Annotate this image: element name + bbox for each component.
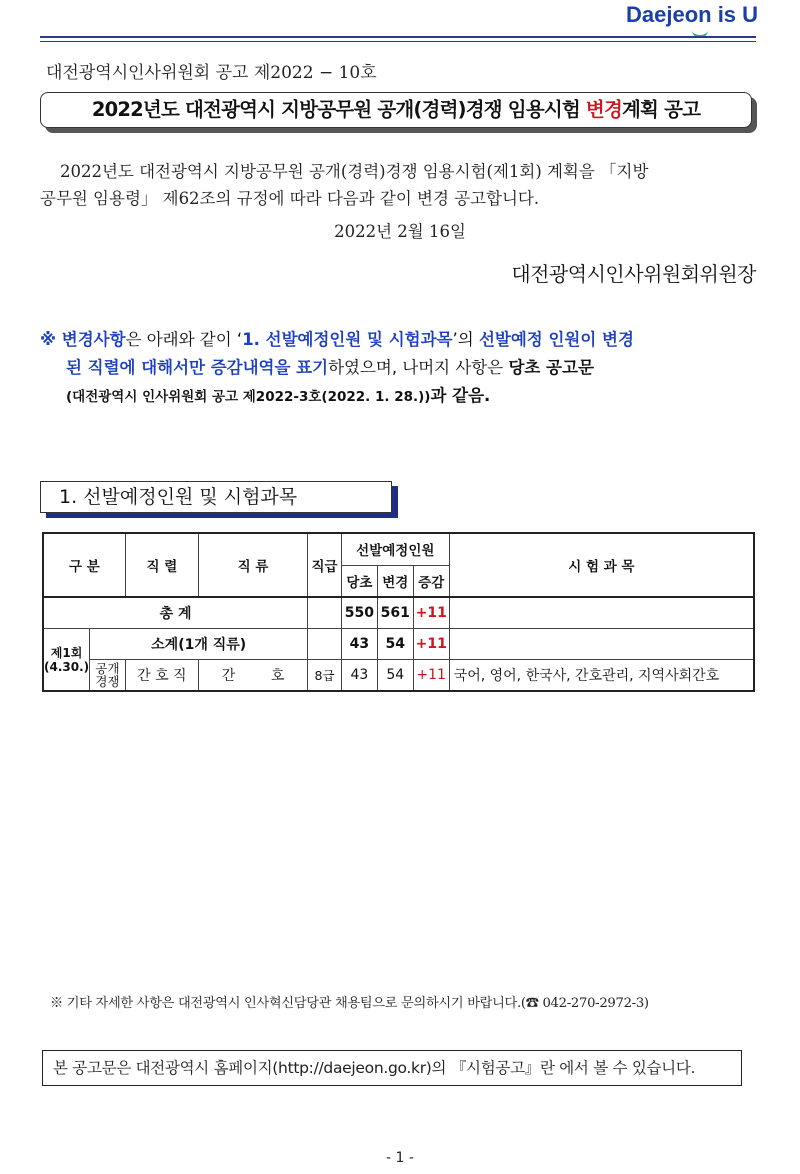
row-class: 간 호 bbox=[198, 660, 307, 692]
section-title-box bbox=[40, 481, 392, 513]
homepage-note-box bbox=[42, 1050, 742, 1086]
header-diff: 증감 bbox=[413, 565, 449, 597]
contact-footnote: ※ 기타 자세한 사항은 대전광역시 인사혁신담당관 채용팀으로 문의하시기 바랍니다.(☎ 042-270-2972-3) bbox=[50, 996, 649, 1011]
intro-line-2: 공무원 임용령」 제62조의 규정에 따라 다음과 같이 변경 공고합니다. bbox=[40, 189, 540, 208]
section-title: 1. 선발예정인원 및 시험과목 bbox=[59, 486, 298, 508]
header-subjects: 시 험 과 목 bbox=[449, 533, 754, 597]
header-changed: 변경 bbox=[377, 565, 413, 597]
total-label: 총 계 bbox=[43, 597, 308, 629]
homepage-note: 본 공고문은 대전광역시 홈페이지(http://daejeon.go.kr)의 『시험공고』란 에서 볼 수 있습니다. bbox=[53, 1059, 696, 1077]
table-row-total bbox=[43, 597, 754, 629]
round-label: 제1회 (4.30.) bbox=[43, 629, 90, 692]
exam-type: 공개 경쟁 bbox=[90, 660, 126, 692]
change-note-line-1: ※ 변경사항은 아래와 같이 ‘1. 선발예정인원 및 시험과목’의 선발예정 인원이 변경 bbox=[40, 330, 634, 349]
row-changed: 54 bbox=[377, 660, 413, 692]
row-orig: 43 bbox=[341, 660, 377, 692]
change-note-line-3: (대전광역시 인사위원회 공고 제2022-3호(2022. 1. 28.))과 같음. bbox=[66, 386, 491, 405]
subtotal-changed: 54 bbox=[377, 629, 413, 660]
header-rule-thin bbox=[40, 41, 756, 42]
header-rule bbox=[40, 36, 756, 38]
page-title: 2022년도 대전광역시 지방공무원 공개(경력)경쟁 임용시험 변경계획 공고 bbox=[91, 98, 701, 121]
notice-number: 대전광역시인사위원회 공고 제2022 − 10호 bbox=[46, 63, 377, 83]
quota-table bbox=[42, 532, 755, 692]
page-number: - 1 - bbox=[386, 1150, 414, 1166]
signer: 대전광역시인사위원회위원장 bbox=[511, 262, 756, 286]
row-diff: +11 bbox=[413, 660, 449, 692]
notice-date: 2022년 2월 16일 bbox=[334, 222, 466, 241]
table-row-subtotal bbox=[43, 629, 754, 660]
change-note-line-2: 된 직렬에 대해서만 증감내역을 표기하였으며, 나머지 사항은 당초 공고문 bbox=[66, 358, 594, 377]
header-grade: 직급 bbox=[308, 533, 342, 597]
header-class: 직 류 bbox=[198, 533, 307, 597]
row-series: 간 호 직 bbox=[125, 660, 198, 692]
header-series: 직 렬 bbox=[125, 533, 198, 597]
header-orig: 당초 bbox=[341, 565, 377, 597]
subtotal-label: 소계(1개 직류) bbox=[90, 629, 308, 660]
row-grade: 8급 bbox=[308, 660, 342, 692]
total-diff: +11 bbox=[413, 597, 449, 629]
title-box bbox=[40, 92, 752, 128]
subtotal-grade bbox=[308, 629, 342, 660]
change-note bbox=[40, 326, 756, 411]
table-row bbox=[43, 660, 754, 692]
total-grade bbox=[308, 597, 342, 629]
total-subjects bbox=[449, 597, 754, 629]
intro-paragraph bbox=[40, 158, 756, 212]
header-quota: 선발예정인원 bbox=[341, 533, 449, 565]
header-category: 구 분 bbox=[43, 533, 125, 597]
row-subjects: 국어, 영어, 한국사, 간호관리, 지역사회간호 bbox=[449, 660, 754, 692]
total-orig: 550 bbox=[341, 597, 377, 629]
total-changed: 561 bbox=[377, 597, 413, 629]
intro-line-1: 2022년도 대전광역시 지방공무원 공개(경력)경쟁 임용시험(제1회) 계획을 「지방 bbox=[60, 162, 649, 181]
subtotal-diff: +11 bbox=[413, 629, 449, 660]
subtotal-orig: 43 bbox=[341, 629, 377, 660]
subtotal-subjects bbox=[449, 629, 754, 660]
daejeon-logo: Daejeon is U bbox=[626, 2, 758, 28]
